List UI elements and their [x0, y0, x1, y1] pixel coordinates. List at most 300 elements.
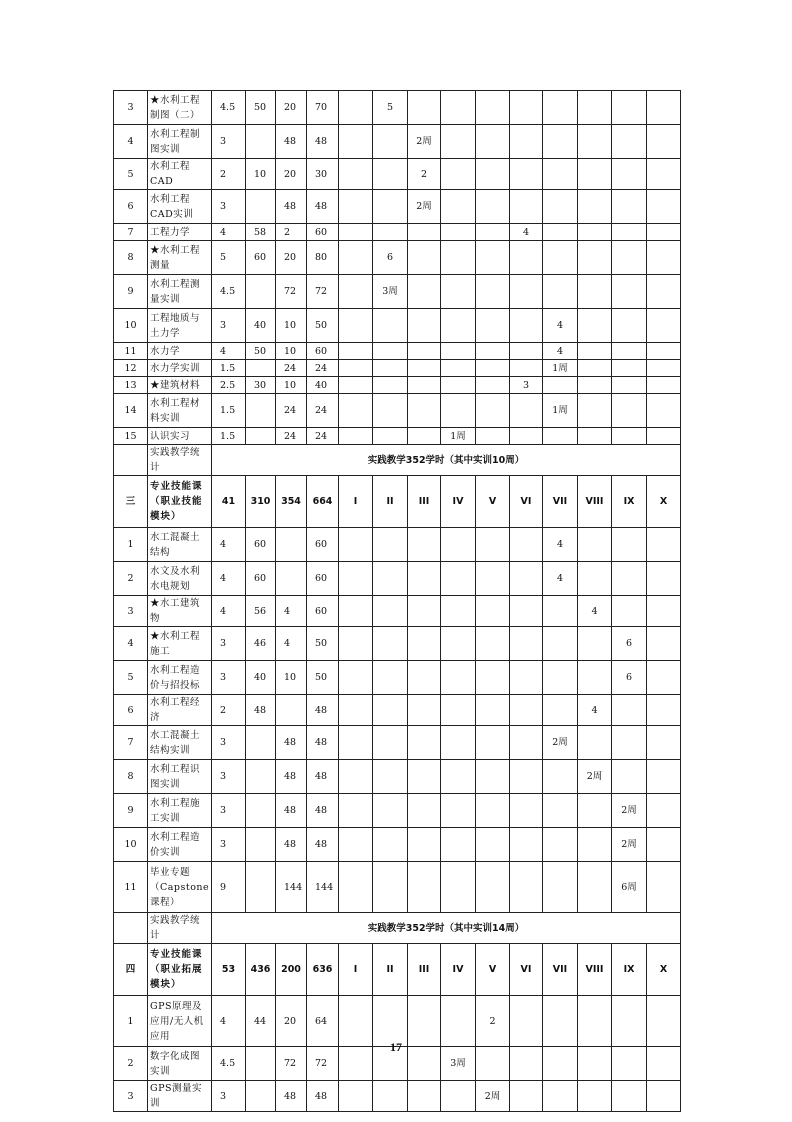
semester-cell: 1周 [543, 394, 578, 428]
hours-cell: 1.5 [212, 428, 246, 445]
semester-cell [543, 377, 578, 394]
hours-cell: 10 [276, 661, 307, 695]
semester-cell [339, 428, 373, 445]
semester-cell [578, 91, 612, 125]
semester-cell: VII [543, 476, 578, 528]
semester-cell [510, 241, 543, 275]
semester-cell [441, 562, 476, 596]
course-row [114, 275, 681, 309]
semester-cell: 3周 [373, 275, 408, 309]
hours-cell: 50 [307, 627, 339, 661]
semester-cell [373, 309, 408, 343]
semester-cell: I [339, 944, 373, 996]
semester-cell [373, 190, 408, 224]
course-row [114, 1081, 681, 1112]
semester-cell [476, 760, 510, 794]
stat-text: 实践教学352学时（其中实训10周） [212, 445, 681, 476]
hours-cell: 2 [212, 159, 246, 190]
hours-cell: 48 [276, 794, 307, 828]
semester-cell [647, 394, 681, 428]
semester-cell [578, 394, 612, 428]
hours-cell: 10 [246, 159, 276, 190]
hours-cell: 436 [246, 944, 276, 996]
row-number-cell: 6 [114, 695, 148, 726]
semester-cell: IV [441, 476, 476, 528]
hours-cell: 48 [276, 726, 307, 760]
semester-cell [476, 596, 510, 627]
semester-cell [510, 726, 543, 760]
semester-cell: VI [510, 476, 543, 528]
row-number-cell: 3 [114, 91, 148, 125]
semester-cell [441, 224, 476, 241]
row-number-cell: 5 [114, 661, 148, 695]
semester-cell [612, 695, 647, 726]
semester-cell [441, 241, 476, 275]
stat-label: 实践教学统计 [148, 445, 212, 476]
semester-cell [510, 862, 543, 913]
course-row [114, 862, 681, 913]
semester-cell [647, 528, 681, 562]
semester-cell [612, 275, 647, 309]
semester-cell: 5 [373, 91, 408, 125]
semester-cell [373, 996, 408, 1047]
hours-cell: 30 [307, 159, 339, 190]
semester-cell [339, 760, 373, 794]
semester-cell [339, 125, 373, 159]
hours-cell: 4 [212, 343, 246, 360]
hours-cell: 24 [307, 360, 339, 377]
semester-cell [612, 377, 647, 394]
row-number-cell: 14 [114, 394, 148, 428]
hours-cell: 3 [212, 828, 246, 862]
semester-cell: IX [612, 944, 647, 996]
course-row [114, 377, 681, 394]
course-row [114, 996, 681, 1047]
semester-cell [441, 627, 476, 661]
semester-cell: 1周 [441, 428, 476, 445]
course-name-cell: 水利工程经济 [148, 695, 212, 726]
semester-cell [408, 661, 441, 695]
hours-cell: 3 [212, 760, 246, 794]
semester-cell [578, 125, 612, 159]
hours-cell: 60 [307, 562, 339, 596]
semester-cell: 2周 [408, 190, 441, 224]
hours-cell [246, 862, 276, 913]
semester-cell [510, 760, 543, 794]
semester-cell [647, 91, 681, 125]
semester-cell [612, 125, 647, 159]
hours-cell: 60 [307, 343, 339, 360]
semester-cell [647, 996, 681, 1047]
semester-cell [441, 528, 476, 562]
hours-cell: 24 [276, 428, 307, 445]
hours-cell: 72 [276, 1047, 307, 1081]
semester-cell [373, 125, 408, 159]
semester-cell [373, 862, 408, 913]
semester-cell [441, 190, 476, 224]
semester-cell: 4 [578, 596, 612, 627]
semester-cell [543, 760, 578, 794]
semester-cell [339, 343, 373, 360]
course-row [114, 190, 681, 224]
semester-cell [612, 394, 647, 428]
semester-cell [441, 596, 476, 627]
hours-cell: 4.5 [212, 91, 246, 125]
hours-cell: 2.5 [212, 377, 246, 394]
course-name-cell: 水利工程施工实训 [148, 794, 212, 828]
semester-cell [373, 1081, 408, 1112]
course-name-cell: 水利工程识图实训 [148, 760, 212, 794]
semester-cell [543, 190, 578, 224]
hours-cell: 144 [276, 862, 307, 913]
hours-cell: 3 [212, 627, 246, 661]
semester-cell [339, 377, 373, 394]
semester-cell [510, 360, 543, 377]
semester-cell [373, 726, 408, 760]
hours-cell [276, 695, 307, 726]
row-number-cell: 12 [114, 360, 148, 377]
semester-cell [647, 695, 681, 726]
semester-cell [339, 828, 373, 862]
hours-cell [246, 760, 276, 794]
course-name-cell: 毕业专题（Capstone课程） [148, 862, 212, 913]
semester-cell [339, 596, 373, 627]
hours-cell: 40 [246, 661, 276, 695]
semester-cell [578, 528, 612, 562]
semester-cell [476, 91, 510, 125]
semester-cell [647, 726, 681, 760]
hours-cell: 50 [307, 309, 339, 343]
semester-cell [408, 224, 441, 241]
semester-cell [647, 862, 681, 913]
row-number-cell: 1 [114, 528, 148, 562]
semester-cell [612, 309, 647, 343]
hours-cell [246, 726, 276, 760]
semester-cell [476, 309, 510, 343]
semester-cell: 2周 [543, 726, 578, 760]
semester-cell [476, 190, 510, 224]
row-number-cell: 5 [114, 159, 148, 190]
semester-cell [612, 760, 647, 794]
course-name-cell: 水利工程测量实训 [148, 275, 212, 309]
semester-cell [373, 224, 408, 241]
hours-cell: 4 [276, 627, 307, 661]
semester-cell: V [476, 476, 510, 528]
course-row [114, 309, 681, 343]
semester-cell [339, 91, 373, 125]
practice-stat-row [114, 445, 681, 476]
semester-cell [373, 794, 408, 828]
semester-cell [612, 562, 647, 596]
hours-cell: 20 [276, 159, 307, 190]
semester-cell [578, 562, 612, 596]
row-number-cell: 8 [114, 241, 148, 275]
hours-cell: 20 [276, 91, 307, 125]
row-number-cell: 9 [114, 794, 148, 828]
hours-cell: 354 [276, 476, 307, 528]
row-number-cell: 2 [114, 562, 148, 596]
semester-cell [578, 190, 612, 224]
course-row [114, 394, 681, 428]
course-name-cell: ★建筑材料 [148, 377, 212, 394]
semester-cell [543, 275, 578, 309]
hours-cell [246, 828, 276, 862]
stat-label: 实践教学统计 [148, 913, 212, 944]
hours-cell: 4 [212, 528, 246, 562]
hours-cell: 53 [212, 944, 246, 996]
hours-cell: 44 [246, 996, 276, 1047]
semester-cell [373, 760, 408, 794]
semester-cell [476, 224, 510, 241]
semester-cell [373, 596, 408, 627]
hours-cell: 24 [276, 394, 307, 428]
semester-cell [476, 428, 510, 445]
semester-cell [578, 828, 612, 862]
course-row [114, 695, 681, 726]
semester-cell [543, 996, 578, 1047]
row-number-cell: 7 [114, 726, 148, 760]
semester-cell [647, 760, 681, 794]
course-name-cell: 水力学实训 [148, 360, 212, 377]
semester-cell [408, 528, 441, 562]
semester-cell [612, 91, 647, 125]
hours-cell: 70 [307, 91, 339, 125]
semester-cell [476, 275, 510, 309]
semester-cell [647, 224, 681, 241]
semester-cell [578, 360, 612, 377]
semester-cell [441, 996, 476, 1047]
semester-cell [578, 726, 612, 760]
semester-cell [476, 159, 510, 190]
semester-cell [373, 360, 408, 377]
semester-cell: 2周 [612, 828, 647, 862]
semester-cell: III [408, 476, 441, 528]
hours-cell [246, 125, 276, 159]
row-number-cell: 10 [114, 828, 148, 862]
hours-cell: 4.5 [212, 1047, 246, 1081]
semester-cell [543, 159, 578, 190]
semester-cell: III [408, 944, 441, 996]
course-name-cell: 水力学 [148, 343, 212, 360]
semester-cell [510, 996, 543, 1047]
hours-cell: 60 [246, 562, 276, 596]
semester-cell [373, 562, 408, 596]
course-row [114, 343, 681, 360]
semester-cell [578, 661, 612, 695]
semester-cell [647, 828, 681, 862]
module-header-row [114, 476, 681, 528]
semester-cell [578, 241, 612, 275]
course-row [114, 828, 681, 862]
course-row [114, 794, 681, 828]
hours-cell: 4.5 [212, 275, 246, 309]
hours-cell: 1.5 [212, 394, 246, 428]
hours-cell: 3 [212, 125, 246, 159]
semester-cell [476, 726, 510, 760]
semester-cell [612, 190, 647, 224]
row-number-cell: 6 [114, 190, 148, 224]
hours-cell: 3 [212, 309, 246, 343]
semester-cell [510, 661, 543, 695]
hours-cell [246, 190, 276, 224]
course-row [114, 125, 681, 159]
course-name-cell: 水利工程CAD实训 [148, 190, 212, 224]
hours-cell: 48 [246, 695, 276, 726]
semester-cell [441, 394, 476, 428]
semester-cell [408, 343, 441, 360]
semester-cell [373, 828, 408, 862]
semester-cell [441, 309, 476, 343]
semester-cell [441, 794, 476, 828]
semester-cell: X [647, 944, 681, 996]
semester-cell [408, 91, 441, 125]
semester-cell [339, 309, 373, 343]
course-name-cell: GPS原理及应用/无人机应用 [148, 996, 212, 1047]
semester-cell [408, 309, 441, 343]
semester-cell [408, 794, 441, 828]
semester-cell [476, 377, 510, 394]
hours-cell: 3 [212, 726, 246, 760]
hours-cell: 2 [212, 695, 246, 726]
course-name-cell: 水工混凝土结构 [148, 528, 212, 562]
hours-cell: 40 [246, 309, 276, 343]
semester-cell [612, 224, 647, 241]
course-name-cell: 水利工程造价实训 [148, 828, 212, 862]
course-row [114, 627, 681, 661]
semester-cell [612, 726, 647, 760]
semester-cell: IX [612, 476, 647, 528]
hours-cell: 48 [307, 726, 339, 760]
hours-cell: 72 [307, 275, 339, 309]
semester-cell [408, 726, 441, 760]
semester-cell [441, 661, 476, 695]
semester-cell [647, 1081, 681, 1112]
semester-cell: 6 [612, 661, 647, 695]
semester-cell [510, 309, 543, 343]
course-name-cell: 水利工程造价与招投标 [148, 661, 212, 695]
row-number-cell: 10 [114, 309, 148, 343]
semester-cell [647, 562, 681, 596]
course-name-cell: ★水利工程施工 [148, 627, 212, 661]
semester-cell [543, 596, 578, 627]
semester-cell [339, 241, 373, 275]
semester-cell [441, 275, 476, 309]
semester-cell [510, 91, 543, 125]
semester-cell [441, 695, 476, 726]
hours-cell: 48 [307, 1081, 339, 1112]
row-number-cell: 9 [114, 275, 148, 309]
semester-cell [543, 862, 578, 913]
hours-cell: 9 [212, 862, 246, 913]
semester-cell [578, 159, 612, 190]
semester-cell [612, 996, 647, 1047]
hours-cell: 60 [246, 528, 276, 562]
semester-cell [476, 394, 510, 428]
course-name-cell: 专业技能课（职业拓展模块） [148, 944, 212, 996]
semester-cell [612, 159, 647, 190]
hours-cell [246, 394, 276, 428]
hours-cell: 72 [276, 275, 307, 309]
semester-cell [339, 394, 373, 428]
semester-cell: 4 [510, 224, 543, 241]
semester-cell [647, 159, 681, 190]
semester-cell: 4 [543, 562, 578, 596]
course-row [114, 596, 681, 627]
semester-cell [510, 125, 543, 159]
hours-cell: 10 [276, 377, 307, 394]
semester-cell: 3 [510, 377, 543, 394]
semester-cell [339, 996, 373, 1047]
semester-cell [476, 862, 510, 913]
practice-stat-row [114, 913, 681, 944]
semester-cell: VI [510, 944, 543, 996]
semester-cell [373, 343, 408, 360]
stat-text: 实践教学352学时（其中实训14周） [212, 913, 681, 944]
semester-cell: V [476, 944, 510, 996]
semester-cell [543, 627, 578, 661]
semester-cell [441, 862, 476, 913]
course-name-cell: 工程力学 [148, 224, 212, 241]
semester-cell [543, 428, 578, 445]
semester-cell [441, 828, 476, 862]
semester-cell [510, 695, 543, 726]
semester-cell [476, 562, 510, 596]
hours-cell: 4 [212, 224, 246, 241]
semester-cell [441, 360, 476, 377]
semester-cell [510, 394, 543, 428]
semester-cell [510, 596, 543, 627]
semester-cell [647, 661, 681, 695]
semester-cell [578, 343, 612, 360]
semester-cell [441, 343, 476, 360]
semester-cell [578, 627, 612, 661]
course-row [114, 661, 681, 695]
semester-cell [647, 275, 681, 309]
hours-cell: 48 [307, 760, 339, 794]
course-row [114, 224, 681, 241]
semester-cell: IV [441, 944, 476, 996]
semester-cell [543, 224, 578, 241]
hours-cell: 48 [276, 828, 307, 862]
hours-cell: 48 [307, 190, 339, 224]
semester-cell [339, 661, 373, 695]
semester-cell [510, 1081, 543, 1112]
row-number-cell: 2 [114, 1047, 148, 1081]
course-name-cell: 专业技能课（职业技能模块） [148, 476, 212, 528]
hours-cell: 636 [307, 944, 339, 996]
semester-cell [476, 661, 510, 695]
semester-cell: II [373, 944, 408, 996]
hours-cell: 200 [276, 944, 307, 996]
semester-cell [373, 695, 408, 726]
semester-cell [578, 428, 612, 445]
hours-cell: 5 [212, 241, 246, 275]
hours-cell: 310 [246, 476, 276, 528]
semester-cell [339, 627, 373, 661]
semester-cell: 6 [612, 627, 647, 661]
hours-cell: 60 [307, 224, 339, 241]
hours-cell [246, 794, 276, 828]
semester-cell [543, 695, 578, 726]
semester-cell [647, 794, 681, 828]
course-row [114, 360, 681, 377]
semester-cell [476, 828, 510, 862]
course-name-cell: 认识实习 [148, 428, 212, 445]
semester-cell [339, 794, 373, 828]
semester-cell [510, 159, 543, 190]
semester-cell: VIII [578, 476, 612, 528]
hours-cell: 3 [212, 794, 246, 828]
